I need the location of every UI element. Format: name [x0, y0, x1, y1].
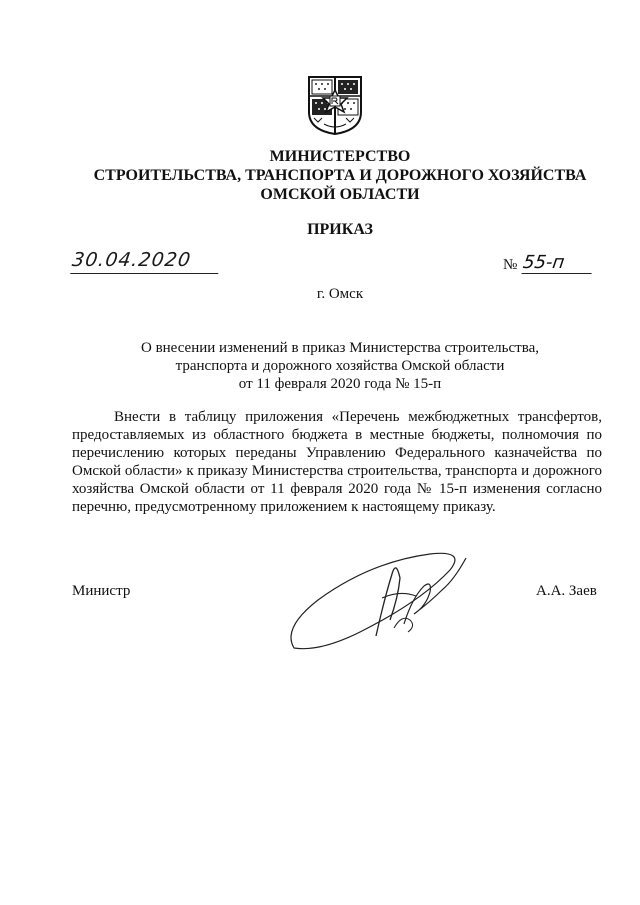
ministry-full-name: СТРОИТЕЛЬСТВА, ТРАНСПОРТА И ДОРОЖНОГО ХОЗЯЙСТВА	[93, 167, 587, 184]
signatory-position: Министр	[72, 583, 131, 599]
order-number	[503, 252, 593, 274]
subject-line-3: от 11 февраля 2020 года № 15-п	[238, 376, 442, 392]
number-sign: №	[503, 257, 518, 273]
handwritten-date: 30.04.2020	[70, 249, 222, 274]
handwritten-signature	[280, 540, 500, 660]
signatory-name: А.А. Заев	[536, 583, 597, 599]
document-type: ПРИКАЗ	[307, 221, 373, 238]
city: г. Омск	[316, 286, 364, 302]
subject-line-1: О внесении изменений в приказ Министерства строительства,	[140, 340, 539, 356]
ministry-region: ОМСКОЙ ОБЛАСТИ	[260, 186, 420, 203]
ministry-title: МИНИСТЕРСТВО	[269, 148, 411, 165]
coat-of-arms-emblem	[306, 74, 364, 136]
handwritten-number: 55-п	[522, 253, 595, 274]
order-body-paragraph: Внести в таблицу приложения «Перечень межбюджетных трансфертов, предоставляемых из областного бюджета в местные бюджеты, полномочия по перечислению которых переданы Управлению Федерального казначейства по Омской области» к приказу Министерства строительства, транспорта и дорожного хозяйства Омской области от 11 февраля 2020 года № 15-п изменения согласно перечню, предусмотренному приложением к настоящему приказу.	[72, 409, 602, 515]
subject-line-2: транспорта и дорожного хозяйства Омской области	[175, 358, 505, 374]
order-subject	[60, 339, 620, 393]
